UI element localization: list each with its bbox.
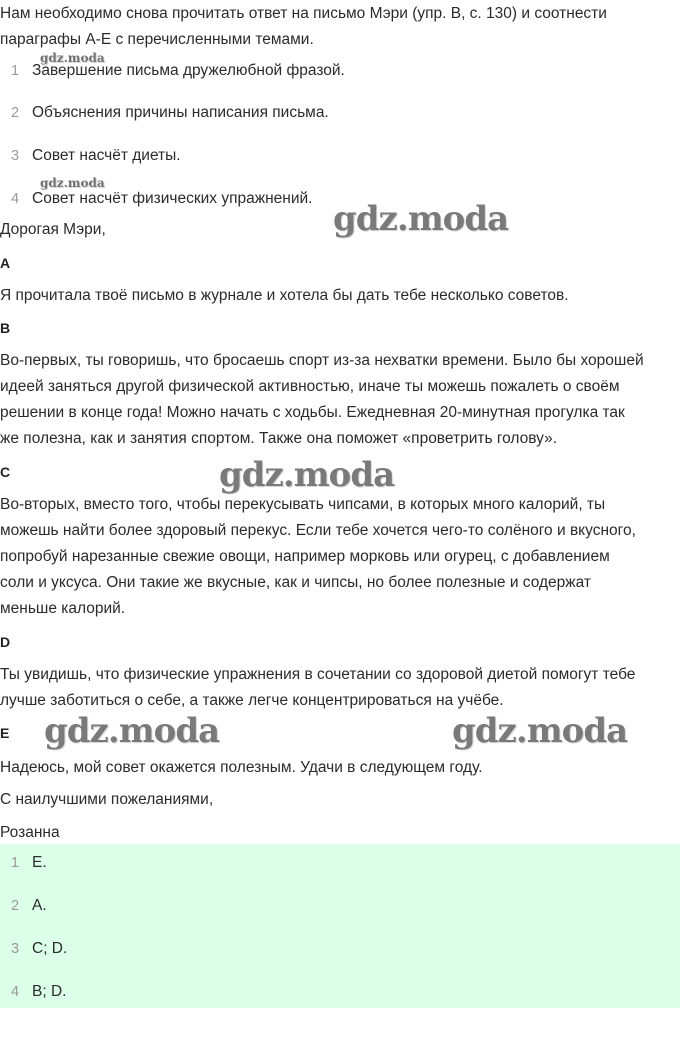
letter-closing: С наилучшими пожеланиями,	[0, 791, 214, 808]
watermark-logo: gdz.moda	[44, 711, 220, 751]
list-text: A.	[32, 897, 47, 914]
paragraph-line: лучше заботиться о себе, а также легче концентрироваться на учёбе.	[0, 692, 504, 709]
section-d-text	[0, 662, 680, 714]
paragraph-line: Во-первых, ты говоришь, что бросаешь спорт из-за нехватки времени. Было бы хорошей	[0, 352, 644, 369]
section-head-a: A	[0, 255, 11, 271]
list-number: 3	[11, 148, 20, 164]
paragraph-line: Во-вторых, вместо того, чтобы перекусывать чипсами, в которых много калорий, ты	[0, 496, 606, 513]
watermark-logo: gdz.moda	[333, 199, 509, 239]
list-text: E.	[32, 854, 47, 871]
answers-block	[0, 844, 680, 1008]
list-number: 1	[11, 63, 20, 79]
list-number: 2	[11, 898, 20, 914]
list-text: Совет насчёт физических упражнений.	[32, 190, 313, 207]
list-text: B; D.	[32, 983, 67, 1000]
paragraph-line: Я прочитала твоё письмо в журнале и хотела бы дать тебе несколько советов.	[0, 287, 569, 304]
list-text: Совет насчёт диеты.	[32, 147, 181, 164]
list-text: Объяснения причины написания письма.	[32, 104, 329, 121]
section-head-e: E	[0, 725, 10, 741]
letter-signature: Розанна	[0, 824, 60, 841]
paragraph-line: меньше калорий.	[0, 600, 126, 617]
paragraph-line: Ты увидишь, что физические упражнения в сочетании со здоровой диетой помогут тебе	[0, 666, 636, 683]
list-number: 3	[11, 941, 20, 957]
list-text: C; D.	[32, 940, 68, 957]
list-text: Завершение письма дружелюбной фразой.	[32, 62, 345, 79]
section-b-text	[0, 348, 680, 452]
list-number: 2	[11, 105, 20, 121]
section-c-text	[0, 492, 680, 622]
paragraph-line: идеей заняться другой физической активностью, иначе ты можешь пожалеть о своём	[0, 378, 620, 395]
section-e-text	[0, 755, 680, 781]
paragraph-line: же полезна, как и занятия спортом. Также она поможет «проветрить голову».	[0, 430, 558, 447]
paragraph-line: можешь найти более здоровый перекус. Если тебе хочется чего-то солёного и вкусного,	[0, 522, 636, 539]
intro-line-2: параграфы A-E с перечисленными темами.	[0, 31, 314, 48]
section-head-c: C	[0, 464, 11, 480]
section-a-text	[0, 283, 680, 309]
section-head-d: D	[0, 634, 11, 650]
list-number: 4	[11, 191, 20, 207]
list-number: 1	[11, 855, 20, 871]
letter-greeting: Дорогая Мэри,	[0, 221, 106, 238]
paragraph-line: решении в конце года! Можно начать с ходьбы. Ежедневная 20-минутная прогулка так	[0, 404, 625, 421]
paragraph-line: попробуй нарезанные свежие овощи, например морковь или огурец, с добавлением	[0, 548, 610, 565]
watermark-logo: gdz.moda	[40, 51, 105, 65]
list-number: 4	[11, 984, 20, 1000]
paragraph-line: Надеюсь, мой совет окажется полезным. Удачи в следующем году.	[0, 759, 483, 776]
watermark-logo: gdz.moda	[40, 176, 105, 190]
paragraph-line: соли и уксуса. Они такие же вкусные, как и чипсы, но более полезные и содержат	[0, 574, 592, 591]
watermark-logo: gdz.moda	[452, 711, 628, 751]
intro-line-1: Нам необходимо снова прочитать ответ на письмо Мэри (упр. B, с. 130) и соотнести	[0, 5, 607, 22]
section-head-b: B	[0, 320, 11, 336]
watermark-logo: gdz.moda	[219, 455, 395, 495]
